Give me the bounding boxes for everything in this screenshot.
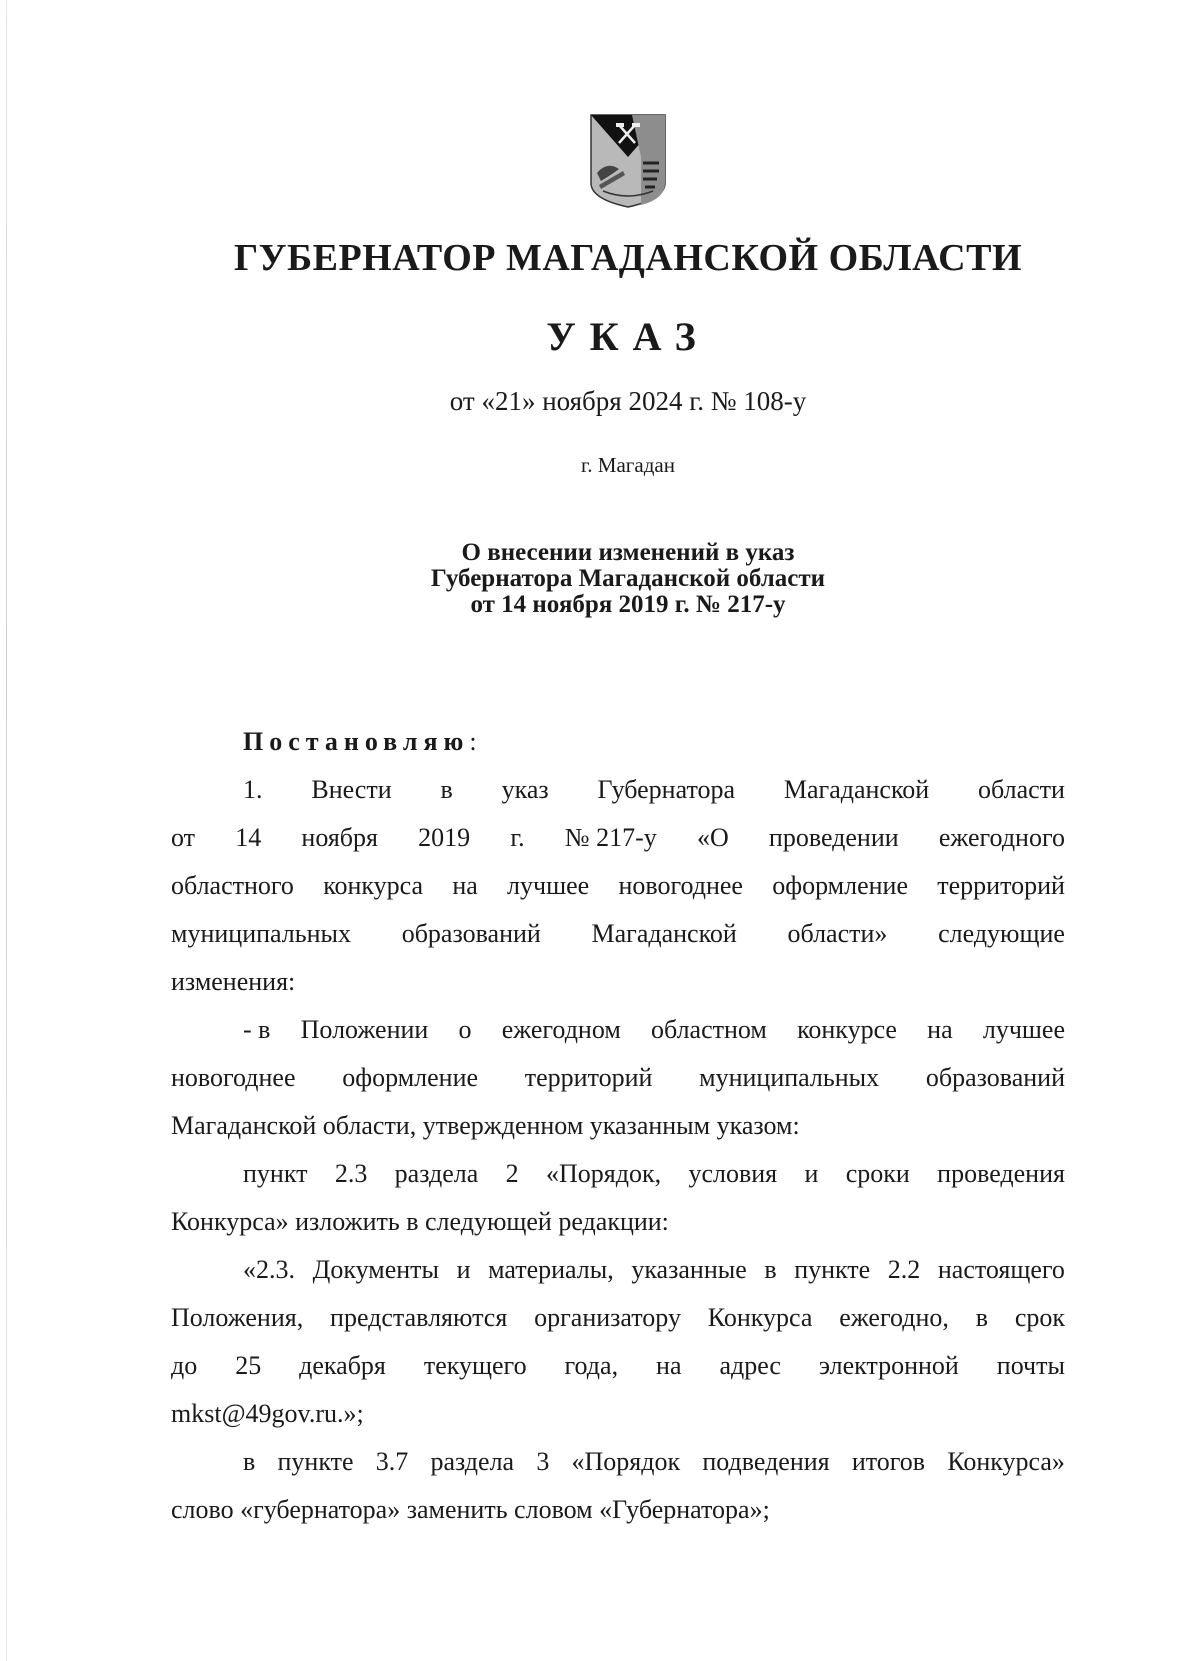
word: Конкурса» xyxy=(947,1447,1065,1476)
word: области» xyxy=(787,919,888,948)
paragraph-1-line xyxy=(171,862,1065,910)
document-type-heading: УКАЗ xyxy=(546,314,710,359)
word: на xyxy=(927,1015,953,1044)
paragraph-5-line xyxy=(171,1438,1065,1486)
word: 2.2 xyxy=(887,1255,921,1284)
coat-of-arms-icon xyxy=(589,113,667,209)
word: 3.7 xyxy=(375,1447,409,1476)
word: материалы, xyxy=(488,1255,614,1284)
word: и xyxy=(804,1159,819,1188)
decree-line xyxy=(171,718,1065,766)
word: «Порядок xyxy=(571,1447,681,1476)
word: условия xyxy=(688,1159,778,1188)
paragraph-4-line: mkst@49gov.ru.»; xyxy=(171,1399,364,1428)
word: в xyxy=(440,775,453,804)
word: Конкурса xyxy=(707,1303,813,1332)
word: о xyxy=(458,1015,472,1044)
word: представляются xyxy=(330,1303,508,1332)
word: в xyxy=(243,1447,256,1476)
word: ежегодного xyxy=(938,823,1065,852)
word: адрес xyxy=(719,1351,781,1380)
subject-line: Губернатора Магаданской области xyxy=(430,565,826,592)
word: Положении xyxy=(300,1015,429,1044)
word: Магаданской xyxy=(591,919,737,948)
word: Губернатора xyxy=(597,775,736,804)
word: указанные xyxy=(631,1255,747,1284)
word: конкурса xyxy=(323,871,424,900)
word: муниципальных xyxy=(171,919,352,948)
word: пункт xyxy=(243,1159,308,1188)
word: территорий xyxy=(524,1063,653,1092)
paragraph-2-line: Магаданской области, утвержденном указанным указом: xyxy=(171,1111,800,1140)
document-city: г. Магадан xyxy=(581,453,675,477)
word: указ xyxy=(501,775,549,804)
word: Документы xyxy=(312,1255,439,1284)
paragraph-4-line xyxy=(171,1342,1065,1390)
word: Положения, xyxy=(171,1303,304,1332)
paragraph-1-line xyxy=(171,766,1065,814)
word: от xyxy=(171,823,196,852)
word: 2019 xyxy=(418,823,471,852)
word: 2 xyxy=(505,1159,519,1188)
paragraph-2-line xyxy=(171,1054,1065,1102)
word: почты xyxy=(996,1351,1065,1380)
word: раздела xyxy=(394,1159,479,1188)
word: 25 xyxy=(235,1351,262,1380)
paragraph-1-line xyxy=(171,814,1065,862)
word: оформление xyxy=(342,1063,479,1092)
word: срок xyxy=(1014,1303,1065,1332)
word: Внести xyxy=(311,775,392,804)
word: Магаданской xyxy=(783,775,930,804)
word: в xyxy=(764,1255,777,1284)
word: до xyxy=(171,1351,198,1380)
word: на xyxy=(452,871,478,900)
word: «2.3. xyxy=(243,1255,295,1284)
word: № 217-у xyxy=(564,823,657,852)
word: электронной xyxy=(818,1351,959,1380)
paragraph-1-line: изменения: xyxy=(171,967,296,996)
word: итогов xyxy=(851,1447,926,1476)
word: областного xyxy=(171,871,294,900)
word: пункте xyxy=(277,1447,354,1476)
word: ежегодно, xyxy=(839,1303,949,1332)
word: «О xyxy=(696,823,729,852)
paragraph-2-line xyxy=(171,1006,1065,1054)
word: оформление xyxy=(772,871,909,900)
word: и xyxy=(456,1255,471,1284)
word: конкурсе xyxy=(797,1015,897,1044)
word: проведения xyxy=(937,1159,1065,1188)
word: новогоднее xyxy=(618,871,743,900)
document-subject xyxy=(0,540,1200,618)
paragraph-3-line xyxy=(171,1150,1065,1198)
paragraph-4-line xyxy=(171,1294,1065,1342)
word: лучшее xyxy=(982,1015,1065,1044)
word: следующие xyxy=(938,919,1065,948)
word: «Порядок, xyxy=(545,1159,662,1188)
word: лучшее xyxy=(507,871,590,900)
subject-line: О внесении изменений в указ xyxy=(461,539,795,566)
word: организатору xyxy=(534,1303,681,1332)
word: текущего xyxy=(423,1351,527,1380)
word: новогоднее xyxy=(171,1063,296,1092)
word: - в xyxy=(243,1015,271,1044)
paragraph-3-line: Конкурса» изложить в следующей редакции: xyxy=(171,1207,669,1236)
word: 3 xyxy=(536,1447,550,1476)
word: декабря xyxy=(299,1351,386,1380)
paragraph-5-line: слово «губернатора» заменить словом «Губернатора»; xyxy=(171,1495,770,1524)
subject-line: от 14 ноября 2019 г. № 217-у xyxy=(470,591,786,618)
word: территорий xyxy=(937,871,1065,900)
word: образований xyxy=(401,919,541,948)
word: подведения xyxy=(702,1447,830,1476)
word: г. xyxy=(510,823,525,852)
word: муниципальных xyxy=(699,1063,880,1092)
word: проведении xyxy=(768,823,899,852)
word: сроки xyxy=(845,1159,910,1188)
word: ежегодном xyxy=(501,1015,621,1044)
word: ноября xyxy=(301,823,378,852)
word: на xyxy=(656,1351,682,1380)
issuing-authority-title: ГУБЕРНАТОР МАГАДАНСКОЙ ОБЛАСТИ xyxy=(233,237,1023,279)
paragraph-4-line xyxy=(171,1246,1065,1294)
word: области xyxy=(978,775,1065,804)
paragraph-1-line xyxy=(171,910,1065,958)
decree-colon: : xyxy=(469,727,477,756)
document-date-number: от «21» ноября 2024 г. № 108-у xyxy=(449,386,807,416)
word: 14 xyxy=(235,823,262,852)
decree-word: Постановляю xyxy=(243,727,470,756)
word: настоящего xyxy=(937,1255,1065,1284)
word: 2.3 xyxy=(334,1159,368,1188)
word: 1. xyxy=(243,775,263,804)
word: пункте xyxy=(794,1255,871,1284)
word: года, xyxy=(564,1351,619,1380)
word: образований xyxy=(925,1063,1065,1092)
word: областном xyxy=(651,1015,767,1044)
word: раздела xyxy=(430,1447,515,1476)
document-body xyxy=(171,718,1065,1534)
word: в xyxy=(975,1303,988,1332)
